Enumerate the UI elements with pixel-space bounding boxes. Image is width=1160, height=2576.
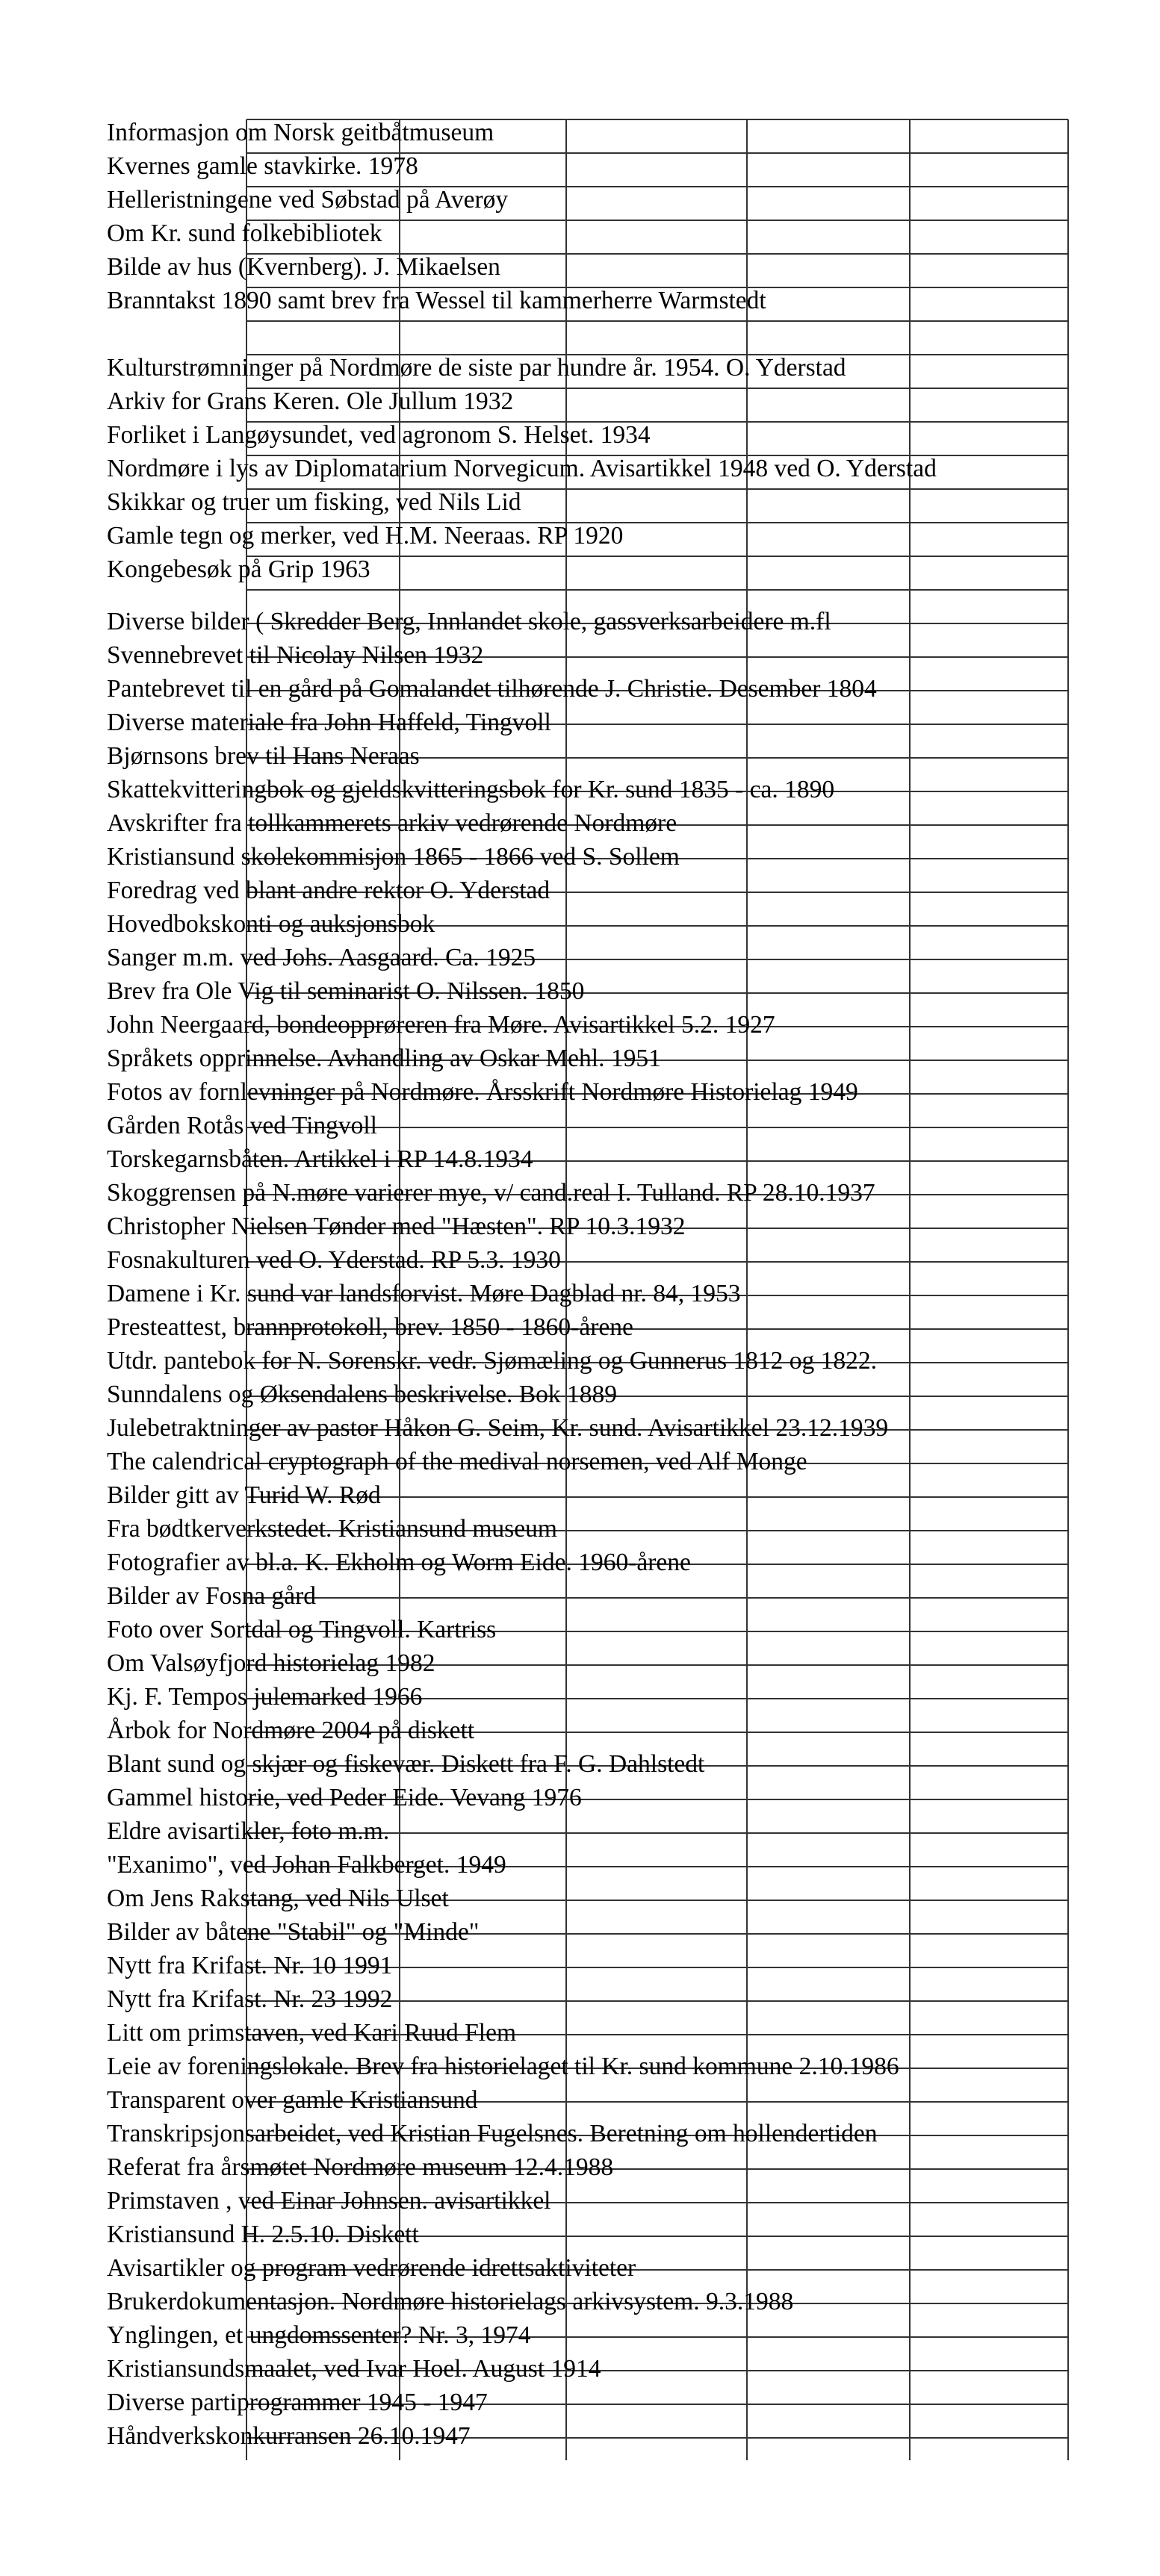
list-item: Kongebesøk på Grip 1963 — [107, 556, 370, 583]
list-item: Om Jens Rakstang, ved Nils Ulset — [107, 1885, 449, 1912]
list-item: Diverse bilder ( Skredder Berg, Innlandet skole, gassverksarbeidere m.fl — [107, 608, 831, 635]
list-item: Fotografier av bl.a. K. Ekholm og Worm Eide. 1960-årene — [107, 1549, 691, 1576]
list-item: Språkets opprinnelse. Avhandling av Oskar Mehl. 1951 — [107, 1045, 661, 1072]
list-item: Bilde av hus (Kvernberg). J. Mikaelsen — [107, 253, 500, 281]
list-item: Primstaven , ved Einar Johnsen. avisartikkel — [107, 2187, 551, 2215]
list-item: Bjørnsons brev til Hans Neraas — [107, 742, 420, 770]
list-item: Om Valsøyfjord historielag 1982 — [107, 1649, 435, 1677]
list-item: Kj. F. Tempos julemarked 1966 — [107, 1683, 423, 1711]
list-item: Håndverkskonkurransen 26.10.1947 — [107, 2422, 471, 2450]
list-item: Kvernes gamle stavkirke. 1978 — [107, 152, 418, 180]
list-item: Helleristningene ved Søbstad på Averøy — [107, 186, 509, 214]
list-item: Sunndalens og Øksendalens beskrivelse. Bok 1889 — [107, 1381, 617, 1408]
list-item: Avisartikler og program vedrørende idrettsaktiviteter — [107, 2254, 636, 2282]
list-item: Julebetraktninger av pastor Håkon G. Seim, Kr. sund. Avisartikkel 23.12.1939 — [107, 1414, 889, 1442]
list-item: Bilder av Fosna gård — [107, 1582, 317, 1610]
list-item: Nordmøre i lys av Diplomatarium Norvegicum. Avisartikkel 1948 ved O. Yderstad — [107, 455, 937, 482]
list-item: Torskegarnsbåten. Artikkel i RP 14.8.1934 — [107, 1145, 533, 1173]
list-item: Gammel historie, ved Peder Eide. Vevang 1976 — [107, 1784, 582, 1811]
list-item: Gården Rotås ved Tingvoll — [107, 1112, 377, 1139]
list-item: Fra bødtkerverkstedet. Kristiansund museum — [107, 1515, 557, 1543]
list-item: Diverse partiprogrammer 1945 - 1947 — [107, 2389, 488, 2416]
list-item: Bilder av båtene "Stabil" og "Minde" — [107, 1918, 480, 1946]
list-item: Foto over Sortdal og Tingvoll. Kartriss — [107, 1616, 497, 1643]
list-item: Hovedbokskonti og auksjonsbok — [107, 910, 435, 938]
list-item: Forliket i Langøysundet, ved agronom S. Helset. 1934 — [107, 421, 651, 449]
list-item: Diverse materiale fra John Haffeld, Tingvoll — [107, 709, 551, 736]
list-item: Bilder gitt av Turid W. Rød — [107, 1481, 381, 1509]
list-item: Utdr. pantebok for N. Sorenskr. vedr. Sjømæling og Gunnerus 1812 og 1822. — [107, 1347, 877, 1375]
list-item: Christopher Nielsen Tønder med "Hæsten". RP 10.3.1932 — [107, 1213, 686, 1240]
list-item: Om Kr. sund folkebibliotek — [107, 220, 382, 247]
list-item: Svennebrevet til Nicolay Nilsen 1932 — [107, 641, 484, 669]
list-item: Referat fra årsmøtet Nordmøre museum 12.4.1988 — [107, 2153, 614, 2181]
list-item: "Exanimo", ved Johan Falkberget. 1949 — [107, 1851, 506, 1879]
list-item: Damene i Kr. sund var landsforvist. Møre Dagblad nr. 84, 1953 — [107, 1280, 741, 1307]
list-item: Skoggrensen på N.møre varierer mye, v/ cand.real I. Tulland. RP 28.10.1937 — [107, 1179, 875, 1207]
list-item: Gamle tegn og merker, ved H.M. Neeraas. RP 1920 — [107, 522, 624, 550]
list-item: The calendrical cryptograph of the medival norsemen, ved Alf Monge — [107, 1448, 807, 1475]
list-item: Fosnakulturen ved O. Yderstad. RP 5.3. 1930 — [107, 1246, 561, 1274]
list-item: Litt om primstaven, ved Kari Ruud Flem — [107, 2019, 517, 2047]
list-item: Kristiansund skolekommisjon 1865 - 1866 ved S. Sollem — [107, 843, 680, 871]
list-item: Pantebrevet til en gård på Gomalandet tilhørende J. Christie. Desember 1804 — [107, 675, 877, 703]
list-item: Sanger m.m. ved Johs. Aasgaard. Ca. 1925 — [107, 944, 536, 971]
list-item: Kristiansundsmaalet, ved Ivar Hoel. August 1914 — [107, 2355, 601, 2383]
list-item: Årbok for Nordmøre 2004 på diskett — [107, 1717, 475, 1744]
list-item: John Neergaard, bondeopprøreren fra Møre. Avisartikkel 5.2. 1927 — [107, 1011, 775, 1039]
list-item: Arkiv for Grans Keren. Ole Jullum 1932 — [107, 388, 514, 415]
list-item: Leie av foreningslokale. Brev fra historielaget til Kr. sund kommune 2.10.1986 — [107, 2053, 899, 2080]
list-item: Presteattest, brannprotokoll, brev. 1850 - 1860-årene — [107, 1313, 633, 1341]
list-item: Brev fra Ole Vig til seminarist O. Nilssen. 1850 — [107, 977, 585, 1005]
list-item: Ynglingen, et ungdomssenter? Nr. 3, 1974 — [107, 2321, 531, 2349]
list-item: Kulturstrømninger på Nordmøre de siste par hundre år. 1954. O. Yderstad — [107, 354, 846, 382]
list-item: Brukerdokumentasjon. Nordmøre historielags arkivsystem. 9.3.1988 — [107, 2288, 794, 2315]
list-item: Branntakst 1890 samt brev fra Wessel til kammerherre Warmstedt — [107, 287, 766, 314]
list-item: Nytt fra Krifast. Nr. 23 1992 — [107, 1985, 393, 2013]
list-item: Skattekvitteringbok og gjeldskvitteringsbok for Kr. sund 1835 - ca. 1890 — [107, 776, 835, 803]
list-item: Transparent over gamle Kristiansund — [107, 2086, 478, 2114]
list-item: Nytt fra Krifast. Nr. 10 1991 — [107, 1952, 393, 1979]
list-item: Transkripsjonsarbeidet, ved Kristian Fugelsnes. Beretning om hollendertiden — [107, 2120, 878, 2147]
list-item: Eldre avisartikler, foto m.m. — [107, 1817, 390, 1845]
list-item: Skikkar og truer um fisking, ved Nils Lid — [107, 488, 521, 516]
list-item: Avskrifter fra tollkammerets arkiv vedrørende Nordmøre — [107, 809, 677, 837]
list-item: Fotos av fornlevninger på Nordmøre. Årsskrift Nordmøre Historielag 1949 — [107, 1078, 858, 1106]
list-item: Kristiansund H. 2.5.10. Diskett — [107, 2221, 419, 2248]
list-item: Foredrag ved blant andre rektor O. Yderstad — [107, 877, 550, 904]
list-item: Informasjon om Norsk geitbåtmuseum — [107, 119, 494, 146]
list-item: Blant sund og skjær og fiskevær. Diskett fra F. G. Dahlstedt — [107, 1750, 705, 1778]
